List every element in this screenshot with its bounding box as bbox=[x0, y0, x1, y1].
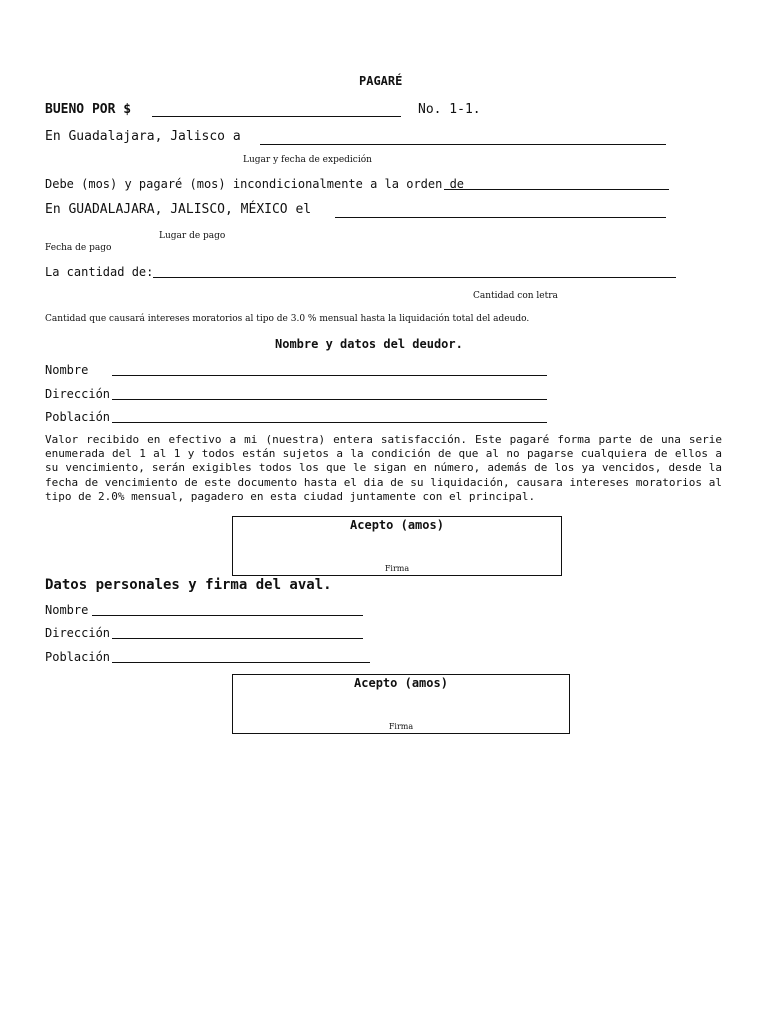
deudor-direccion-line[interactable] bbox=[112, 399, 547, 400]
lugar-pago-line[interactable] bbox=[335, 217, 666, 218]
aval-poblacion-line[interactable] bbox=[112, 662, 370, 663]
expedicion-line[interactable] bbox=[260, 144, 666, 145]
cantidad-caption: Cantidad con letra bbox=[473, 291, 558, 301]
aval-heading: Datos personales y firma del aval. bbox=[45, 577, 332, 593]
aval-nombre-label: Nombre bbox=[45, 603, 89, 617]
aval-direccion-label: Dirección bbox=[45, 626, 111, 640]
bueno-por-label: BUENO POR $ bbox=[45, 102, 132, 117]
fecha-pago-caption: Fecha de pago bbox=[45, 243, 112, 253]
terms-paragraph: Valor recibido en efectivo a mi (nuestra) entera satisfacción. Este pagaré forma parte de una serie enumerada del 1 al 1 y todos están sujetos a la condición de que al no pagarse cualquiera de ellos a su vencimiento, serán exigibles todos los que le sigan en número, además de los ya vencidos, desde la fecha de vencimiento de este documento hasta el dia de su liquidación, causara intereses moratorios al tipo de 2.0% mensual, pagadero en esta ciudad juntamente con el principal. bbox=[45, 433, 722, 503]
intereses-note: Cantidad que causará intereses moratorios al tipo de 3.0 % mensual hasta la liquidación total del adeudo. bbox=[45, 314, 530, 324]
bueno-por-amount-line[interactable] bbox=[152, 116, 401, 117]
firma-caption: Firma bbox=[388, 722, 414, 731]
acepto-box-aval[interactable] bbox=[232, 674, 570, 734]
document-number: No. 1-1. bbox=[418, 102, 481, 117]
deudor-poblacion-line[interactable] bbox=[112, 422, 547, 423]
acepto-title: Acepto (amos) bbox=[354, 676, 448, 690]
orden-line[interactable] bbox=[444, 189, 669, 190]
expedicion-label: En Guadalajara, Jalisco a bbox=[45, 129, 241, 144]
deudor-direccion-label: Dirección bbox=[45, 387, 111, 401]
expedicion-caption: Lugar y fecha de expedición bbox=[243, 155, 372, 165]
firma-caption: Firma bbox=[384, 564, 410, 573]
acepto-box-deudor[interactable] bbox=[232, 516, 562, 576]
aval-direccion-line[interactable] bbox=[112, 638, 363, 639]
orden-label: Debe (mos) y pagaré (mos) incondicionalmente a la orden de bbox=[45, 177, 465, 191]
deudor-heading: Nombre y datos del deudor. bbox=[275, 337, 463, 351]
document-title: PAGARÉ bbox=[359, 74, 403, 88]
lugar-pago-label: En GUADALAJARA, JALISCO, MÉXICO el bbox=[45, 202, 312, 217]
deudor-nombre-line[interactable] bbox=[112, 375, 547, 376]
acepto-title: Acepto (amos) bbox=[350, 518, 444, 532]
deudor-nombre-label: Nombre bbox=[45, 363, 89, 377]
aval-poblacion-label: Población bbox=[45, 650, 111, 664]
deudor-poblacion-label: Población bbox=[45, 410, 111, 424]
cantidad-line[interactable] bbox=[153, 277, 676, 278]
lugar-pago-caption: Lugar de pago bbox=[159, 231, 226, 241]
cantidad-label: La cantidad de: bbox=[45, 265, 154, 279]
aval-nombre-line[interactable] bbox=[92, 615, 363, 616]
